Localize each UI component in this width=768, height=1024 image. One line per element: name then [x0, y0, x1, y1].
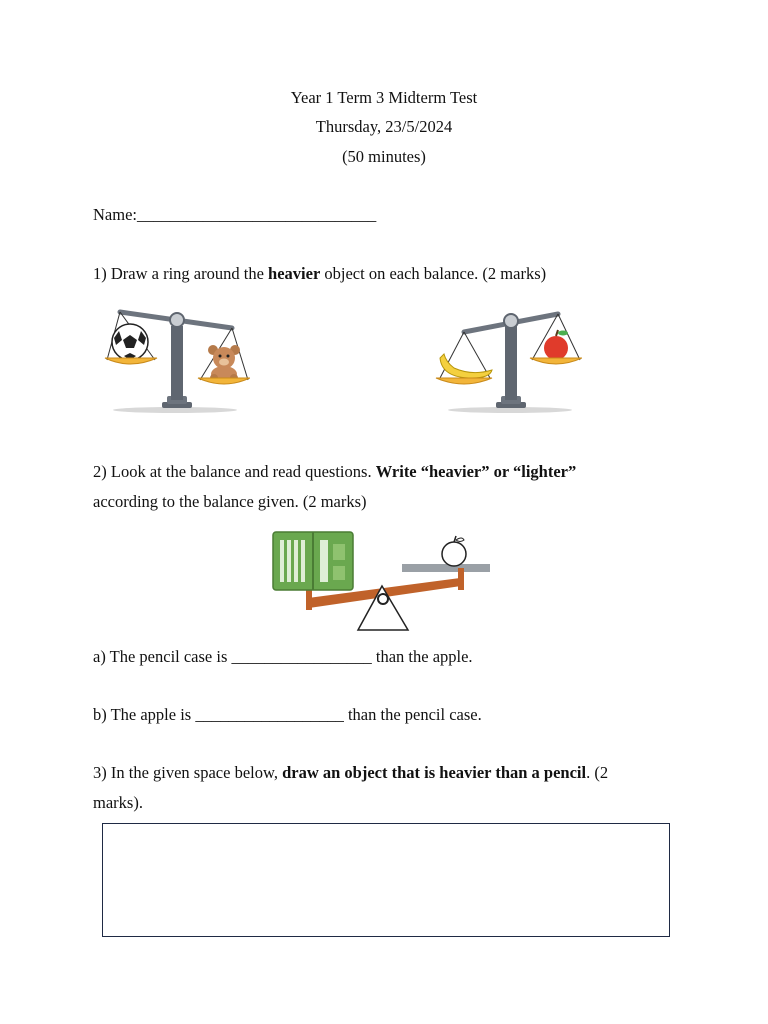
question-2-line2: according to the balance given. (2 marks)	[93, 492, 367, 511]
apple-outline-icon	[442, 536, 466, 566]
test-duration: (50 minutes)	[342, 147, 426, 166]
balance-scale-ball-teddy	[100, 298, 250, 416]
pencil-case-icon	[273, 532, 353, 590]
banana-icon	[440, 354, 492, 378]
balance-scale-banana-apple	[432, 298, 582, 416]
answer-blank-2a[interactable]: _________________	[231, 647, 372, 666]
name-field	[93, 205, 376, 225]
drawing-answer-box[interactable]	[102, 823, 670, 937]
soccer-ball-icon	[112, 324, 148, 360]
teddy-bear-icon	[208, 345, 240, 382]
question-2-text: 2) Look at the balance and read questions. Write “heavier” or “lighter”	[93, 462, 577, 481]
question-3-line2: marks).	[93, 793, 143, 812]
answer-blank-2b[interactable]: __________________	[195, 705, 344, 724]
question-1-text: 1) Draw a ring around the heavier object on each balance. (2 marks)	[93, 264, 547, 283]
seesaw-pencil-case-apple	[270, 530, 495, 634]
question-2b: b) The apple is __________________ than the pencil case.	[93, 705, 482, 724]
test-date: Thursday, 23/5/2024	[315, 117, 453, 136]
test-title: Year 1 Term 3 Midterm Test	[290, 88, 478, 107]
question-2a: a) The pencil case is _________________ than the apple.	[93, 647, 473, 666]
question-3-text: 3) In the given space below, draw an object that is heavier than a pencil. (2	[93, 763, 609, 782]
name-label: Name:	[93, 205, 137, 224]
name-blank[interactable]: _____________________________	[136, 205, 377, 224]
apple-icon	[544, 330, 568, 360]
